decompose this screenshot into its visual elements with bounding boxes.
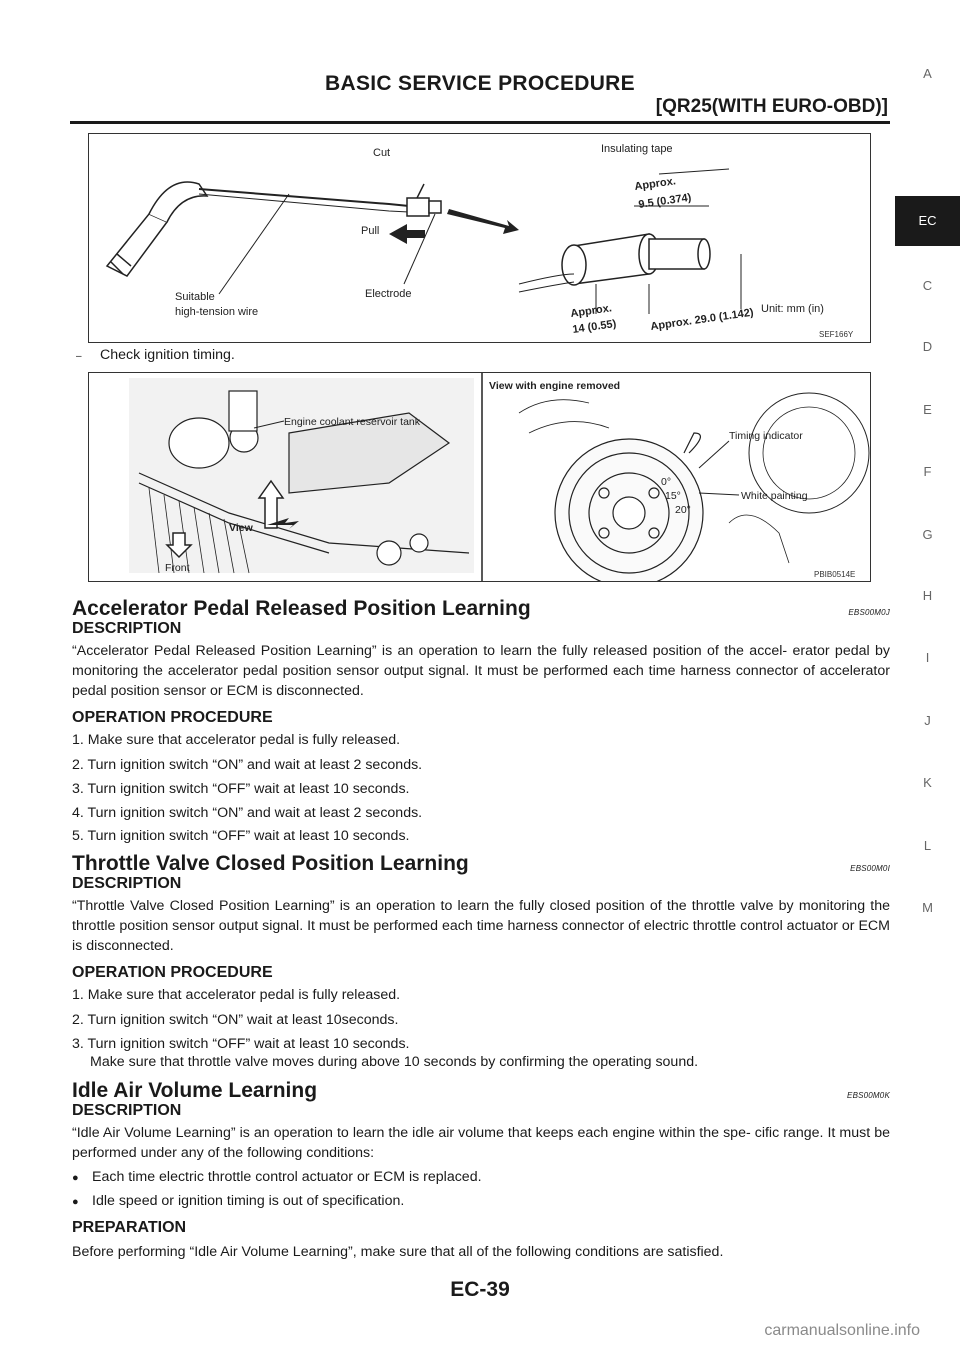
throttle-step-2: 2. Turn ignition switch “ON” wait at least 10seconds. xyxy=(72,1012,399,1028)
accel-desc-title: DESCRIPTION xyxy=(72,620,182,637)
fig2-label-view: View xyxy=(229,522,253,534)
figure-2-code: PBIB0514E xyxy=(814,570,856,579)
accel-step-1: 1. Make sure that accelerator pedal is fully released. xyxy=(72,732,401,748)
fig2-label-deg20: 20° xyxy=(675,504,691,516)
section-code-throttle: EBS00M0I xyxy=(850,864,890,873)
accel-step-4: 4. Turn ignition switch “ON” and wait at least 2 seconds. xyxy=(72,805,423,821)
idle-prep-title: PREPARATION xyxy=(72,1219,187,1236)
page-number: EC-39 xyxy=(450,1278,510,1301)
fig1-label-insulating-tape: Insulating tape xyxy=(601,143,673,155)
accel-step-3: 3. Turn ignition switch “OFF” wait at least 10 seconds. xyxy=(72,781,410,797)
fig1-label-approx-a: Approx. xyxy=(633,175,677,193)
tab-j[interactable]: J xyxy=(924,713,931,728)
idle-bullet-1 xyxy=(72,1169,482,1185)
throttle-desc-title: DESCRIPTION xyxy=(72,875,182,892)
fig1-label-cut: Cut xyxy=(373,147,391,159)
bullet-glyph: ● xyxy=(72,1196,79,1208)
tab-g[interactable]: G xyxy=(922,527,933,542)
tab-l[interactable]: L xyxy=(923,838,932,853)
fig2-label-front: Front xyxy=(165,562,190,574)
tab-ec[interactable]: EC xyxy=(895,196,960,246)
throttle-step-1: 1. Make sure that accelerator pedal is fully released. xyxy=(72,987,401,1003)
figure-2-drawing xyxy=(89,373,870,581)
section-code-idle: EBS00M0K xyxy=(847,1091,890,1100)
section-title-accel: Accelerator Pedal Released Position Learning xyxy=(72,597,531,620)
accel-step-2: 2. Turn ignition switch “ON” and wait at least 2 seconds. xyxy=(72,757,423,773)
page-header-subtitle: [QR25(WITH EURO-OBD)] xyxy=(655,96,888,117)
throttle-step-3: 3. Turn ignition switch “OFF” wait at least 10 seconds. xyxy=(72,1036,410,1052)
dash-glyph: – xyxy=(76,351,82,362)
throttle-step-3-note: Make sure that throttle valve moves during above 10 seconds by confirming the operating sound. xyxy=(90,1054,699,1070)
fig1-label-dim-a: 9.5 (0.374) xyxy=(637,191,693,211)
section-title-idle: Idle Air Volume Learning xyxy=(72,1079,318,1102)
fig2-label-deg0: 0° xyxy=(661,476,672,488)
fig1-label-unit: Unit: mm (in) xyxy=(761,303,824,315)
tab-i[interactable]: I xyxy=(925,650,930,665)
tab-h[interactable]: H xyxy=(922,588,933,603)
header-divider xyxy=(70,121,890,124)
fig1-label-approx-b: Approx. xyxy=(569,302,613,320)
fig1-label-dim-c: Approx. 29.0 (1.142) xyxy=(649,306,755,333)
check-item-text: Check ignition timing. xyxy=(100,347,235,363)
tab-e[interactable]: E xyxy=(923,402,932,417)
fig1-label-pull: Pull xyxy=(361,225,380,237)
fig1-label-wire-2: high-tension wire xyxy=(175,306,259,318)
tab-d[interactable]: D xyxy=(922,339,933,354)
accel-step-5: 5. Turn ignition switch “OFF” wait at least 10 seconds. xyxy=(72,828,410,844)
figure-spark-plug-wire xyxy=(88,133,871,343)
figure-ignition-timing xyxy=(88,372,871,582)
fig2-label-timing-indicator: Timing indicator xyxy=(729,430,803,442)
page-header-title: BASIC SERVICE PROCEDURE xyxy=(325,72,635,95)
watermark: carmanualsonline.info xyxy=(764,1322,920,1339)
tab-a[interactable]: A xyxy=(923,66,932,81)
throttle-desc-text: “Throttle Valve Closed Position Learning” is an operation to learn the fully closed position of the throttle valve by monitoring the throttle position sensor output signal. It must be performed each time harness connector of electric throttle control actuator or ECM is disconnected. xyxy=(72,898,890,954)
tab-k[interactable]: K xyxy=(923,775,932,790)
fig2-label-white-painting: White painting xyxy=(741,490,808,502)
section-title-throttle: Throttle Valve Closed Position Learning xyxy=(72,852,469,875)
fig1-label-wire-1: Suitable xyxy=(175,291,215,303)
tab-c[interactable]: C xyxy=(922,278,933,293)
fig2-label-deg15: 15° xyxy=(665,490,681,502)
section-code-accel: EBS00M0J xyxy=(848,608,890,617)
idle-desc-title: DESCRIPTION xyxy=(72,1102,182,1119)
idle-bullet-1-text: Each time electric throttle control actuator or ECM is replaced. xyxy=(92,1169,482,1185)
idle-desc-text: “Idle Air Volume Learning” is an operation to learn the idle air volume that keeps each engine within the spe- cific range. It must be performed under any of the following conditions: xyxy=(72,1125,890,1161)
tab-f[interactable]: F xyxy=(923,464,932,479)
tab-m[interactable]: M xyxy=(922,900,933,915)
accel-op-title: OPERATION PROCEDURE xyxy=(72,709,273,726)
accel-desc-text: “Accelerator Pedal Released Position Learning” is an operation to learn the fully released position of the accel- erator pedal by monitoring the accelerator pedal position sensor output signal. It must be performed each time harness connector of accelerator pedal position sensor or ECM is disconnected. xyxy=(72,643,890,699)
fig1-label-dim-b: 14 (0.55) xyxy=(571,317,618,336)
figure-1-code: SEF166Y xyxy=(819,330,854,339)
idle-bullet-2-text: Idle speed or ignition timing is out of specification. xyxy=(92,1193,405,1209)
fig1-label-electrode: Electrode xyxy=(365,288,412,300)
bullet-glyph: ● xyxy=(72,1172,79,1184)
check-item xyxy=(76,347,235,363)
fig2-label-reservoir: Engine coolant reservoir tank xyxy=(284,416,420,428)
throttle-op-title: OPERATION PROCEDURE xyxy=(72,964,273,981)
idle-prep-text: Before performing “Idle Air Volume Learning”, make sure that all of the following conditions are satisfied. xyxy=(72,1244,724,1260)
figure-1-drawing xyxy=(89,134,870,342)
fig2-label-view-removed: View with engine removed xyxy=(489,380,621,392)
idle-bullet-2 xyxy=(72,1193,404,1209)
